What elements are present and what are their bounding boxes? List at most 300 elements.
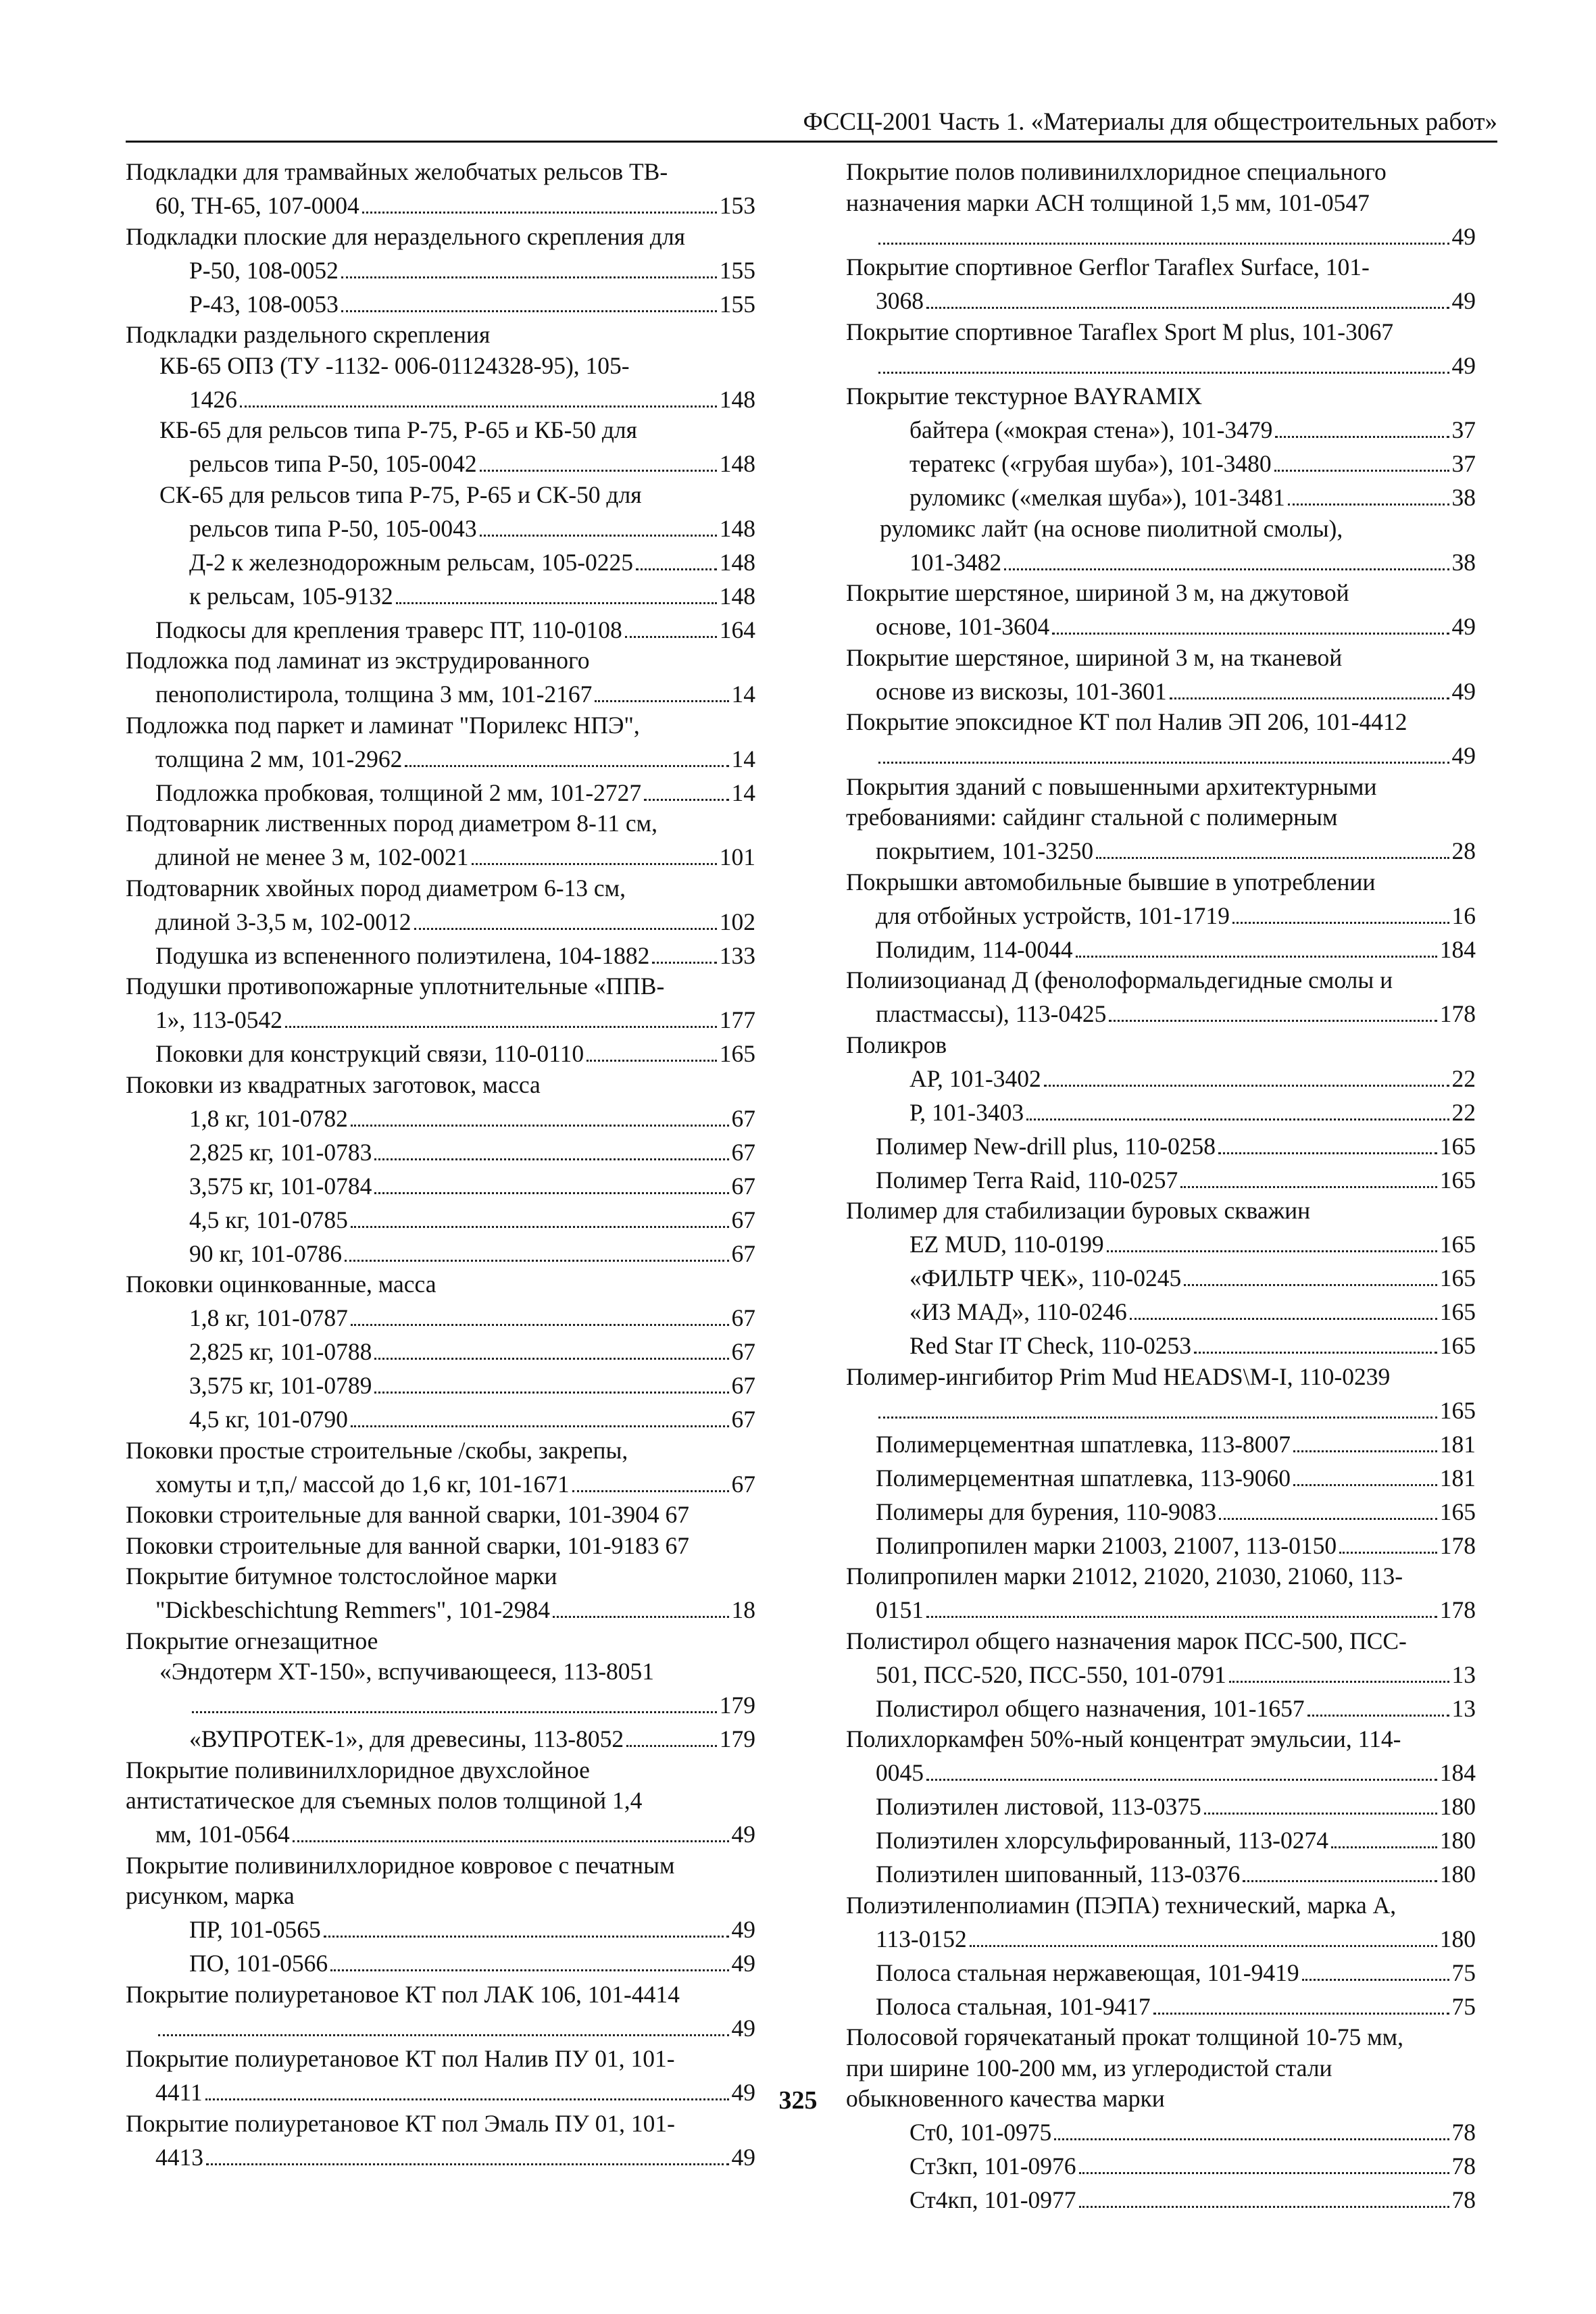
entry-text: Покрытие поливинилхлоридное ковровое с печатным — [126, 1851, 675, 1879]
dot-leader — [324, 1912, 729, 1938]
dot-leader — [1219, 1494, 1437, 1520]
entry-page-number: 49 — [1451, 351, 1476, 379]
entry-text: ПР, 101-0565 — [189, 1916, 321, 1943]
entry-text: Д-2 к железнодорожным рельсам, 105-0225 — [189, 548, 634, 576]
entry-text: руломикс («мелкая шуба»), 101-3481 — [909, 484, 1285, 511]
index-entry — [126, 480, 755, 545]
dot-leader — [1288, 480, 1449, 506]
entry-page-number: 49 — [731, 2014, 755, 2042]
entry-text: Полимер Terra Raid, 110-0257 — [876, 1166, 1178, 1193]
entry-page-number: 155 — [719, 256, 755, 284]
index-entry — [846, 1426, 1476, 1460]
index-entry — [126, 645, 755, 710]
entry-page-number: 49 — [1451, 287, 1476, 314]
entry-text: Поковки из квадратных заготовок, масса — [126, 1070, 541, 1098]
entry-text: назначения марки АСН толщиной 1,5 мм, 101-0547 — [846, 189, 1370, 216]
entry-text: Полиизоцианад Д (фенолоформальдегидные смолы и — [846, 966, 1393, 993]
dot-leader — [636, 544, 717, 570]
index-entry — [846, 1260, 1476, 1294]
entry-text: 3,575 кг, 101-0789 — [189, 1372, 372, 1399]
entry-text: "Dickbeschichtung Remmers", 101-2984 — [155, 1596, 551, 1623]
index-entry — [846, 2182, 1476, 2216]
index-entry — [126, 2109, 755, 2173]
entry-text: Ст3кп, 101-0976 — [909, 2152, 1076, 2180]
entry-page-number: 67 — [731, 1372, 755, 1399]
dot-leader — [480, 446, 717, 472]
dot-leader — [1293, 1460, 1437, 1486]
entry-page-number: 101 — [719, 843, 755, 870]
entry-text: 2,825 кг, 101-0788 — [189, 1338, 372, 1365]
index-entry — [846, 1494, 1476, 1527]
entry-page-number: 37 — [1451, 416, 1476, 443]
entry-page-number: 180 — [1439, 1793, 1476, 1820]
dot-leader — [1004, 544, 1449, 570]
entry-page-number: 78 — [1451, 2186, 1476, 2213]
index-entry — [846, 1060, 1476, 1094]
entry-text: Р-50, 108-0052 — [189, 256, 339, 284]
entry-page-number: 67 — [731, 1104, 755, 1132]
entry-page-number: 165 — [1439, 1396, 1476, 1424]
index-entry — [846, 1561, 1476, 1626]
entry-text: Покрытие шерстяное, шириной 3 м, на джутовой — [846, 579, 1349, 606]
entry-text: 113-0152 — [876, 1925, 967, 1952]
entry-page-number: 49 — [1451, 677, 1476, 705]
entry-text: байтера («мокрая стена»), 101-3479 — [909, 416, 1273, 443]
dot-leader — [351, 1402, 729, 1428]
entry-page-number: 178 — [1439, 1531, 1476, 1559]
entry-page-number: 164 — [719, 616, 755, 643]
dot-leader — [878, 738, 1449, 764]
dot-leader — [1180, 1162, 1437, 1188]
index-entry — [126, 1269, 755, 1300]
entry-text: основе из вискозы, 101-3601 — [876, 677, 1167, 705]
entry-page-number: 67 — [731, 1406, 755, 1433]
entry-text: Полиэтилен листовой, 113-0375 — [876, 1793, 1201, 1820]
entry-page-number: 67 — [731, 1470, 755, 1498]
entry-page-number: 67 — [731, 1239, 755, 1267]
entry-text: требованиями: сайдинг стальной с полимерным — [846, 804, 1338, 831]
entry-text: толщина 2 мм, 101-2962 — [155, 745, 403, 772]
entry-text: EZ MUD, 110-0199 — [909, 1231, 1104, 1258]
index-entry — [126, 157, 755, 222]
dot-leader — [878, 218, 1449, 245]
index-entry — [126, 1036, 755, 1070]
entry-text: для отбойных устройств, 101-1719 — [876, 902, 1230, 929]
index-entry — [846, 1196, 1476, 1227]
entry-text: Покрытия зданий с повышенными архитектурными — [846, 772, 1377, 800]
entry-text: Поковки простые строительные /скобы, закрепы, — [126, 1436, 628, 1464]
index-entry — [126, 320, 755, 351]
entry-text: пенополистирола, толщина 3 мм, 101-2167 — [155, 681, 593, 708]
entry-page-number: 22 — [1451, 1098, 1476, 1126]
dot-leader — [1079, 2148, 1449, 2175]
entry-text: 501, ПСС-520, ПСС-550, 101-0791 — [876, 1660, 1226, 1688]
dot-leader — [926, 1592, 1437, 1619]
index-entry — [846, 1128, 1476, 1162]
dot-leader — [644, 774, 728, 801]
dot-leader — [878, 1392, 1437, 1419]
entry-page-number: 148 — [719, 582, 755, 610]
entry-page-number: 13 — [1451, 1694, 1476, 1722]
dot-leader — [1026, 1094, 1449, 1121]
index-entry — [126, 1402, 755, 1435]
entry-page-number: 67 — [731, 1138, 755, 1166]
index-entry — [846, 1890, 1476, 1955]
entry-text: 1426 — [189, 385, 237, 413]
index-entry — [846, 412, 1476, 446]
dot-leader — [1107, 1227, 1437, 1253]
index-entry — [846, 643, 1476, 708]
entry-text: 4,5 кг, 101-0790 — [189, 1406, 348, 1433]
index-entry — [126, 222, 755, 253]
entry-text: Покрытие эпоксидное КТ пол Налив ЭП 206, 101-4412 — [846, 708, 1407, 735]
dot-leader — [351, 1300, 729, 1327]
dot-leader — [1204, 1789, 1437, 1815]
entry-page-number: 165 — [1439, 1166, 1476, 1193]
entry-text: Полимер New-drill plus, 110-0258 — [876, 1132, 1216, 1160]
entry-text: хомуты и т,п,/ массой до 1,6 кг, 101-1671 — [155, 1470, 570, 1498]
index-entry — [846, 707, 1476, 772]
entry-text: Полоса стальная нержавеющая, 101-9419 — [876, 1959, 1299, 1986]
entry-page-number: 49 — [1451, 742, 1476, 769]
entry-text: антистатическое для съемных полов толщиной 1,4 — [126, 1787, 643, 1814]
entry-page-number: 148 — [719, 548, 755, 576]
index-entry — [126, 578, 755, 612]
entry-text: Полистирол общего назначения марок ПСС-500, ПСС- — [846, 1627, 1407, 1654]
entry-text: 1,8 кг, 101-0782 — [189, 1104, 348, 1132]
dot-leader — [1044, 1060, 1449, 1087]
entry-text: Red Star IT Check, 110-0253 — [909, 1332, 1192, 1359]
index-entry — [126, 351, 755, 416]
dot-leader — [926, 1755, 1437, 1781]
index-entry — [846, 1988, 1476, 2022]
entry-text: 4,5 кг, 101-0785 — [189, 1206, 348, 1233]
entry-page-number: 180 — [1439, 1827, 1476, 1854]
entry-text: Поликров — [846, 1031, 947, 1058]
dot-leader — [341, 252, 717, 278]
entry-text: Полимер для стабилизации буровых скважин — [846, 1197, 1311, 1224]
running-header: ФССЦ-2001 Часть 1. «Материалы для общестроительных работ» — [126, 108, 1497, 143]
entry-page-number: 165 — [1439, 1332, 1476, 1359]
entry-page-number: 133 — [719, 941, 755, 969]
dot-leader — [626, 1721, 717, 1748]
entry-page-number: 148 — [719, 514, 755, 542]
entry-text: Ст4кп, 101-0977 — [909, 2186, 1076, 2213]
index-entry — [846, 931, 1476, 965]
entry-page-number: 49 — [731, 1821, 755, 1848]
entry-text: Полимерцементная шпатлевка, 113-9060 — [876, 1464, 1291, 1492]
index-entry — [846, 1030, 1476, 1061]
index-entry — [126, 971, 755, 1036]
entry-text: Поковки строительные для ванной сварки, 101-3904 67 — [126, 1501, 689, 1528]
dot-leader — [878, 347, 1449, 374]
index-entry — [846, 1227, 1476, 1260]
entry-text: Поковки для конструкций связи, 110-0110 — [155, 1040, 584, 1067]
entry-page-number: 67 — [731, 1338, 755, 1365]
index-entry — [846, 1162, 1476, 1196]
entry-page-number: 49 — [731, 1916, 755, 1943]
index-entry — [126, 1721, 755, 1755]
dot-leader — [652, 937, 716, 964]
index-entry — [846, 1328, 1476, 1362]
index-entry — [126, 1134, 755, 1168]
index-column-right — [846, 157, 1476, 2216]
entry-text: ПО, 101-0566 — [189, 1950, 328, 1977]
index-entry — [126, 286, 755, 320]
index-entry — [126, 415, 755, 480]
dot-leader — [1170, 673, 1449, 699]
entry-page-number: 16 — [1451, 902, 1476, 929]
index-entry — [126, 873, 755, 938]
dot-leader — [351, 1100, 729, 1127]
index-entry — [126, 544, 755, 578]
entry-text: 60, ТН-65, 107-0004 — [155, 192, 359, 219]
index-entry — [846, 578, 1476, 643]
dot-leader — [1054, 2115, 1449, 2141]
dot-leader — [595, 676, 728, 703]
entry-page-number: 78 — [1451, 2119, 1476, 2146]
entry-page-number: 28 — [1451, 837, 1476, 864]
entry-page-number: 165 — [719, 1040, 755, 1067]
index-entry — [126, 1755, 755, 1850]
entry-text: покрытием, 101-3250 — [876, 837, 1094, 864]
entry-page-number: 49 — [1451, 222, 1476, 250]
entry-text: пластмассы), 113-0425 — [876, 1000, 1107, 1027]
entry-text: Полидим, 114-0044 — [876, 935, 1073, 963]
entry-page-number: 165 — [1439, 1498, 1476, 1525]
dot-leader — [480, 510, 717, 537]
index-entry — [846, 514, 1476, 578]
entry-page-number: 102 — [719, 908, 755, 935]
index-entry — [846, 1362, 1476, 1427]
index-entry — [126, 808, 755, 873]
entry-text: 3068 — [876, 287, 924, 314]
entry-text: Покрытие полиуретановое КТ пол Эмаль ПУ 01, 101- — [126, 2109, 675, 2137]
entry-page-number: 153 — [719, 192, 755, 219]
entry-page-number: 177 — [719, 1006, 755, 1033]
entry-text: Подушка из вспененного полиэтилена, 104-1882 — [155, 941, 650, 969]
dot-leader — [1307, 1690, 1449, 1717]
entry-page-number: 49 — [1451, 613, 1476, 640]
entry-page-number: 165 — [1439, 1298, 1476, 1325]
entry-page-number: 67 — [731, 1172, 755, 1200]
index-entry — [846, 1954, 1476, 1988]
entry-text: Ст0, 101-0975 — [909, 2119, 1052, 2146]
entry-text: рельсов типа Р-50, 105-0042 — [189, 450, 477, 477]
entry-page-number: 18 — [731, 1596, 755, 1623]
index-entry — [126, 1561, 755, 1626]
page-number: 325 — [778, 2086, 818, 2115]
entry-text: Полимерцементная шпатлевка, 113-8007 — [876, 1430, 1291, 1458]
dot-leader — [1076, 931, 1437, 958]
entry-text: 2,825 кг, 101-0783 — [189, 1138, 372, 1166]
index-entry — [126, 1334, 755, 1368]
index-entry — [846, 965, 1476, 1030]
index-entry — [126, 1656, 755, 1721]
dot-leader — [587, 1036, 717, 1062]
index-entry — [846, 1460, 1476, 1494]
index-entry — [846, 480, 1476, 514]
index-entry — [846, 1527, 1476, 1561]
dot-leader — [374, 1368, 728, 1394]
dot-leader — [572, 1466, 729, 1492]
index-entry — [126, 1626, 755, 1657]
entry-text: тератекс («грубая шуба»), 101-3480 — [909, 450, 1272, 477]
index-entry — [846, 1724, 1476, 1789]
dot-leader — [1153, 1988, 1449, 2015]
dot-leader — [405, 741, 728, 767]
index-entry — [126, 1235, 755, 1269]
entry-page-number: 179 — [719, 1725, 755, 1752]
entry-text: Р, 101-3403 — [909, 1098, 1024, 1126]
dot-leader — [1194, 1328, 1437, 1354]
dot-leader — [472, 839, 717, 866]
entry-text: 3,575 кг, 101-0784 — [189, 1172, 372, 1200]
entry-text: Подкосы для крепления траверс ПТ, 110-0108 — [155, 616, 622, 643]
index-entry — [846, 157, 1476, 252]
dot-leader — [1184, 1260, 1437, 1287]
entry-text: Р-43, 108-0053 — [189, 290, 339, 318]
entry-page-number: 180 — [1439, 1925, 1476, 1952]
entry-text: 1,8 кг, 101-0787 — [189, 1304, 348, 1331]
entry-text: Полипропилен марки 21003, 21007, 113-0150 — [876, 1531, 1337, 1559]
index-entry — [126, 710, 755, 775]
index-entry — [846, 2148, 1476, 2182]
index-entry — [846, 381, 1476, 412]
entry-text: Полистирол общего назначения, 101-1657 — [876, 1694, 1305, 1722]
index-entry — [126, 1168, 755, 1202]
entry-text: Подкладки для трамвайных желобчатых рельсов ТВ- — [126, 158, 668, 185]
index-entry — [126, 612, 755, 645]
entry-text: при ширине 100-200 мм, из углеродистой стали — [846, 2054, 1332, 2082]
dot-leader — [414, 904, 717, 930]
entry-page-number: 13 — [1451, 1660, 1476, 1688]
entry-page-number: 181 — [1439, 1430, 1476, 1458]
entry-page-number: 38 — [1451, 548, 1476, 576]
entry-page-number: 148 — [719, 385, 755, 413]
entry-text: Покрытие огнезащитное — [126, 1627, 378, 1654]
entry-text: Полимеры для бурения, 110-9083 — [876, 1498, 1217, 1525]
entry-page-number: 75 — [1451, 1959, 1476, 1986]
dot-leader — [1275, 412, 1449, 439]
entry-text: к рельсам, 105-9132 — [189, 582, 393, 610]
entry-page-number: 22 — [1451, 1064, 1476, 1092]
dot-leader — [970, 1921, 1437, 1947]
entry-text: Подтоварник лиственных пород диаметром 8-11 см, — [126, 810, 657, 837]
dot-leader — [553, 1592, 728, 1619]
entry-page-number: 184 — [1439, 935, 1476, 963]
entry-text: Покрытие полиуретановое КТ пол Налив ПУ 01, 101- — [126, 2045, 675, 2072]
dot-leader — [206, 2139, 729, 2165]
dot-leader — [341, 286, 717, 312]
entry-page-number: 38 — [1451, 484, 1476, 511]
index-entry — [846, 317, 1476, 382]
entry-text: Покрытие шерстяное, шириной 3 м, на тканевой — [846, 643, 1343, 671]
entry-page-number: 49 — [731, 1950, 755, 1977]
index-entry — [126, 1850, 755, 1912]
index-entry — [846, 1690, 1476, 1724]
index-entry — [126, 1300, 755, 1334]
dot-leader — [1293, 1426, 1437, 1452]
index-entry — [126, 1070, 755, 1101]
entry-text: 101-3482 — [909, 548, 1002, 576]
entry-text: Покрытие текстурное BAYRAMIX — [846, 383, 1203, 410]
dot-leader — [362, 188, 717, 214]
entry-text: Полиэтилен шипованный, 113-0376 — [876, 1861, 1241, 1888]
dot-leader — [1302, 1954, 1449, 1981]
dot-leader — [374, 1168, 728, 1194]
entry-page-number: 165 — [1439, 1132, 1476, 1160]
entry-text: Подушки противопожарные уплотнительные «ППВ- — [126, 973, 665, 1000]
entry-page-number: 14 — [731, 779, 755, 806]
dot-leader — [1052, 609, 1449, 635]
entry-text: Поковки строительные для ванной сварки, 101-9183 67 — [126, 1531, 689, 1559]
entry-text: АР, 101-3402 — [909, 1064, 1041, 1092]
dot-leader — [1331, 1823, 1437, 1849]
dot-leader — [1229, 1656, 1449, 1683]
dot-leader — [1339, 1527, 1437, 1554]
entry-text: Полосовой горячекатаный прокат толщиной 10-75 мм, — [846, 2023, 1403, 2050]
dot-leader — [351, 1202, 729, 1228]
dot-leader — [1232, 897, 1449, 924]
index-entry — [846, 1094, 1476, 1128]
index-entry — [126, 252, 755, 286]
index-entry — [846, 772, 1476, 867]
entry-page-number: 49 — [731, 2079, 755, 2106]
entry-text: «ИЗ МАД», 110-0246 — [909, 1298, 1127, 1325]
entry-page-number: 14 — [731, 681, 755, 708]
entry-page-number: 67 — [731, 1304, 755, 1331]
entry-page-number: 184 — [1439, 1759, 1476, 1786]
index-entry — [126, 1979, 755, 2044]
dot-leader — [396, 578, 717, 604]
entry-text: Покрытие поливинилхлоридное двухслойное — [126, 1756, 590, 1783]
index-entry — [126, 1946, 755, 1979]
entry-page-number: 165 — [1439, 1264, 1476, 1291]
entry-text: Покрытие спортивное Gerflor Taraflex Surface, 101- — [846, 253, 1370, 280]
entry-page-number: 180 — [1439, 1861, 1476, 1888]
index-entry — [126, 1368, 755, 1402]
entry-page-number: 165 — [1439, 1231, 1476, 1258]
entry-text: Покрытие спортивное Taraflex Sport M plus, 101-3067 — [846, 318, 1394, 345]
entry-text: Подкладки раздельного скрепления — [126, 321, 491, 348]
index-entry — [126, 1435, 755, 1500]
entry-text: Покрытие полов поливинилхлоридное специального — [846, 158, 1387, 185]
index-entry — [126, 1531, 755, 1562]
entry-text: СК-65 для рельсов типа Р-75, Р-65 и СК-50 для — [159, 481, 642, 508]
entry-text: 0045 — [876, 1759, 924, 1786]
entry-text: длиной не менее 3 м, 102-0021 — [155, 843, 469, 870]
entry-text: КБ-65 для рельсов типа Р-75, Р-65 и КБ-50 для — [159, 416, 637, 443]
entry-page-number: 14 — [731, 745, 755, 772]
dot-leader — [1130, 1294, 1437, 1321]
dot-leader — [345, 1235, 728, 1262]
entry-text: Покрышки автомобильные бывшие в употреблении — [846, 868, 1376, 895]
entry-page-number: 67 — [731, 1206, 755, 1233]
entry-page-number: 37 — [1451, 450, 1476, 477]
entry-text: 1», 113-0542 — [155, 1006, 283, 1033]
entry-page-number: 181 — [1439, 1464, 1476, 1492]
index-entry — [846, 252, 1476, 317]
entry-page-number: 155 — [719, 290, 755, 318]
index-entry — [126, 774, 755, 808]
entry-text: Полимер-ингибитор Prim Mud HEADS\M-I, 110-0239 — [846, 1362, 1391, 1390]
entry-text: обыкновенного качества марки — [846, 2085, 1165, 2112]
dot-leader — [285, 1002, 717, 1029]
index-entry — [846, 1823, 1476, 1856]
index-entry — [846, 1626, 1476, 1691]
entry-text: Полиэтиленполиамин (ПЭПА) технический, марка А, — [846, 1891, 1397, 1919]
